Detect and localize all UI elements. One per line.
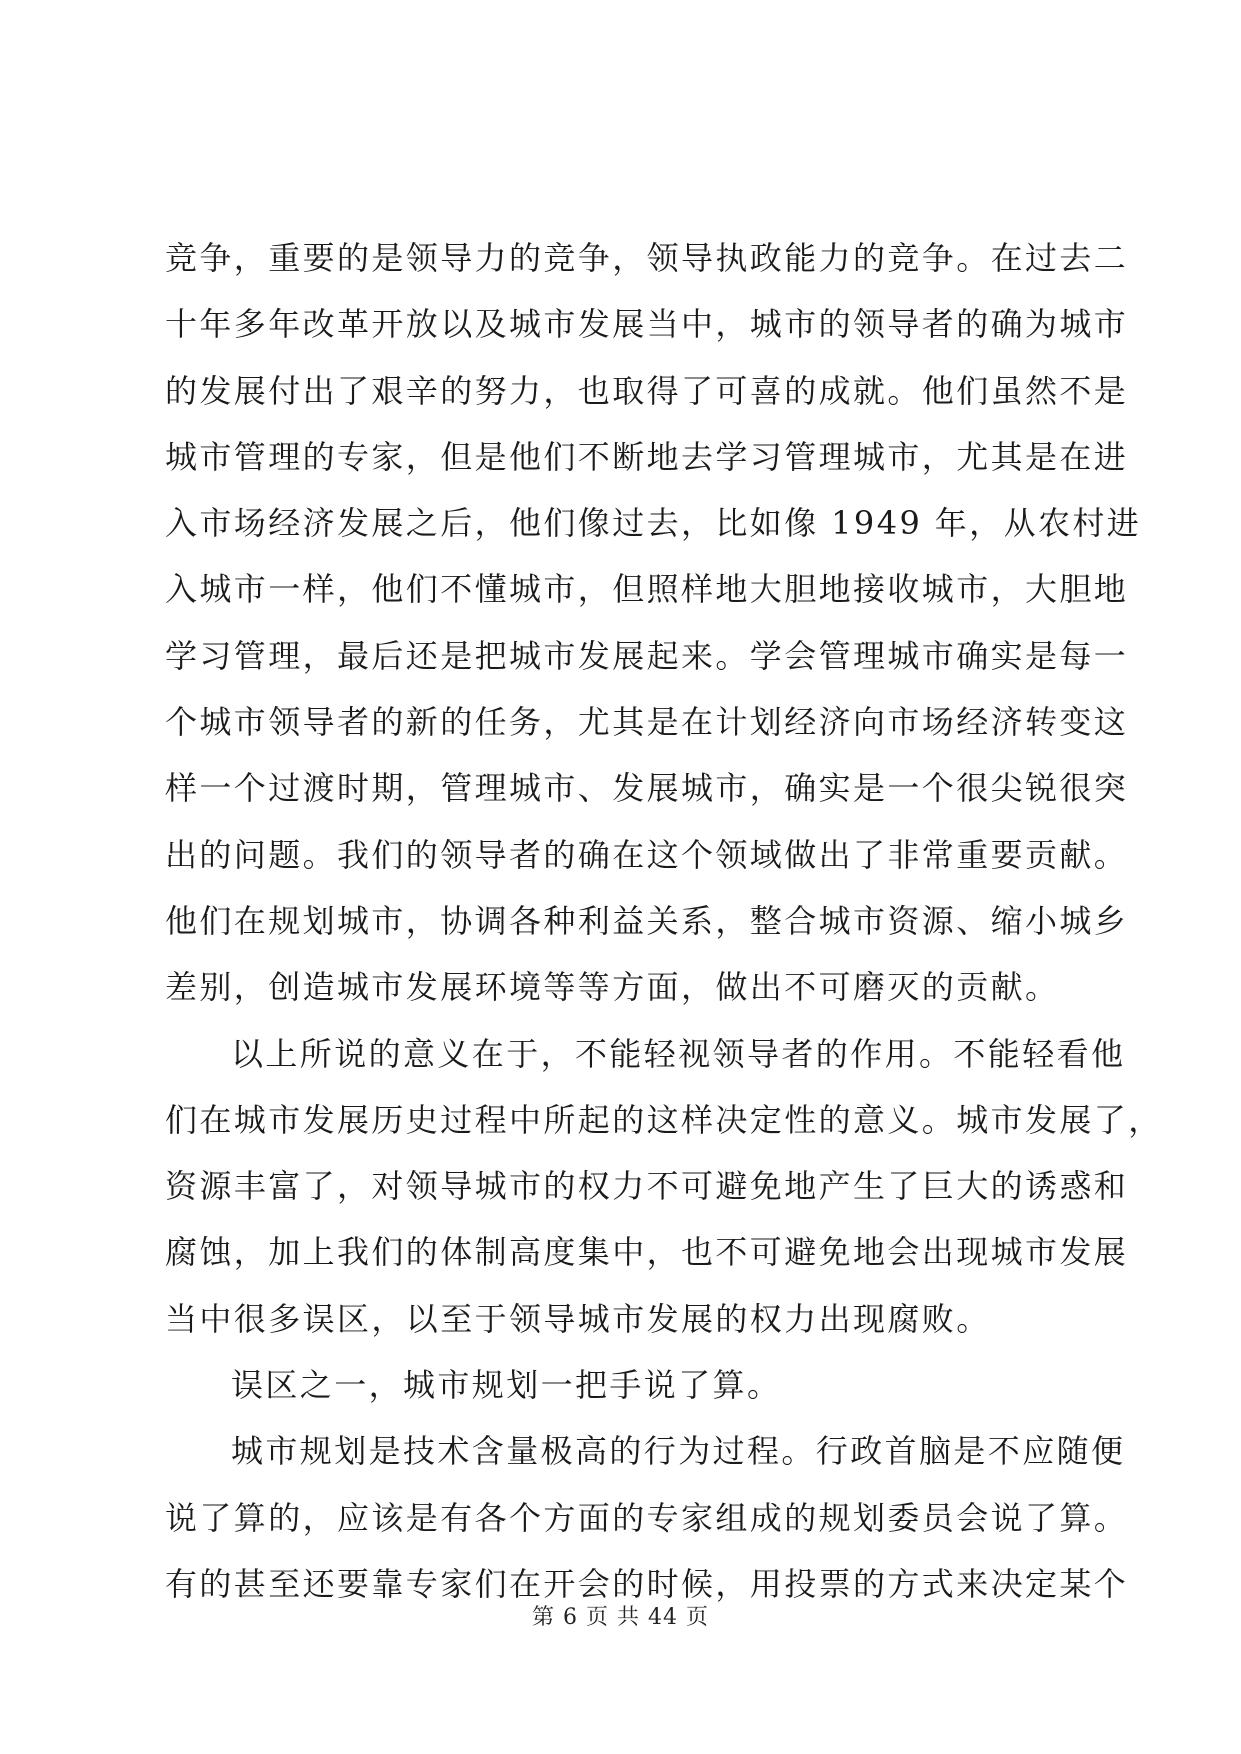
text-line: 十年多年改革开放以及城市发展当中，城市的领导者的确为城市 (165, 305, 1129, 344)
text-line: 资源丰富了，对领导城市的权力不可避免地产生了巨大的诱惑和 (165, 1167, 1129, 1206)
section-heading-line: 误区之一，城市规划一把手说了算。 (231, 1366, 782, 1405)
text-line: 的发展付出了艰辛的努力，也取得了可喜的成就。他们虽然不是 (165, 371, 1129, 410)
text-line: 样一个过渡时期，管理城市、发展城市，确实是一个很尖锐很突 (165, 769, 1129, 808)
text-line: 他们在规划城市，协调各种利益关系，整合城市资源、缩小城乡 (165, 901, 1129, 940)
text-line: 当中很多误区，以至于领导城市发展的权力出现腐败。 (165, 1299, 991, 1338)
text-line: 们在城市发展历史过程中所起的这样决定性的意义。城市发展了， (165, 1100, 1163, 1139)
page-number-footer: 第 6 页 共 44 页 (532, 1605, 709, 1630)
text-line: 学习管理，最后还是把城市发展起来。学会管理城市确实是每一 (165, 636, 1129, 675)
text-line: 腐蚀，加上我们的体制高度集中，也不可避免地会出现城市发展 (165, 1233, 1129, 1272)
paragraph-start-line: 以上所说的意义在于，不能轻视领导者的作用。不能轻看他 (231, 1034, 1126, 1073)
text-line: 个城市领导者的新的任务，尤其是在计划经济向市场经济转变这 (165, 703, 1129, 742)
text-line: 有的甚至还要靠专家们在开会的时候，用投票的方式来决定某个 (165, 1564, 1129, 1603)
text-line: 入市场经济发展之后，他们像过去，比如像 1949 年，从农村进 (165, 504, 1142, 543)
text-line: 入城市一样，他们不懂城市，但照样地大胆地接收城市，大胆地 (165, 570, 1129, 609)
text-line: 城市管理的专家，但是他们不断地去学习管理城市，尤其是在进 (165, 437, 1129, 476)
text-line: 说了算的，应该是有各个方面的专家组成的规划委员会说了算。 (165, 1498, 1129, 1537)
text-line: 差别，创造城市发展环境等等方面，做出不可磨灭的贡献。 (165, 968, 1060, 1007)
document-body (165, 225, 1163, 1617)
paragraph-start-line: 城市规划是技术含量极高的行为过程。行政首脑是不应随便 (231, 1432, 1126, 1471)
text-line: 竞争，重要的是领导力的竞争，领导执政能力的竞争。在过去二 (165, 239, 1129, 277)
text-line: 出的问题。我们的领导者的确在这个领域做出了非常重要贡献。 (165, 835, 1129, 874)
